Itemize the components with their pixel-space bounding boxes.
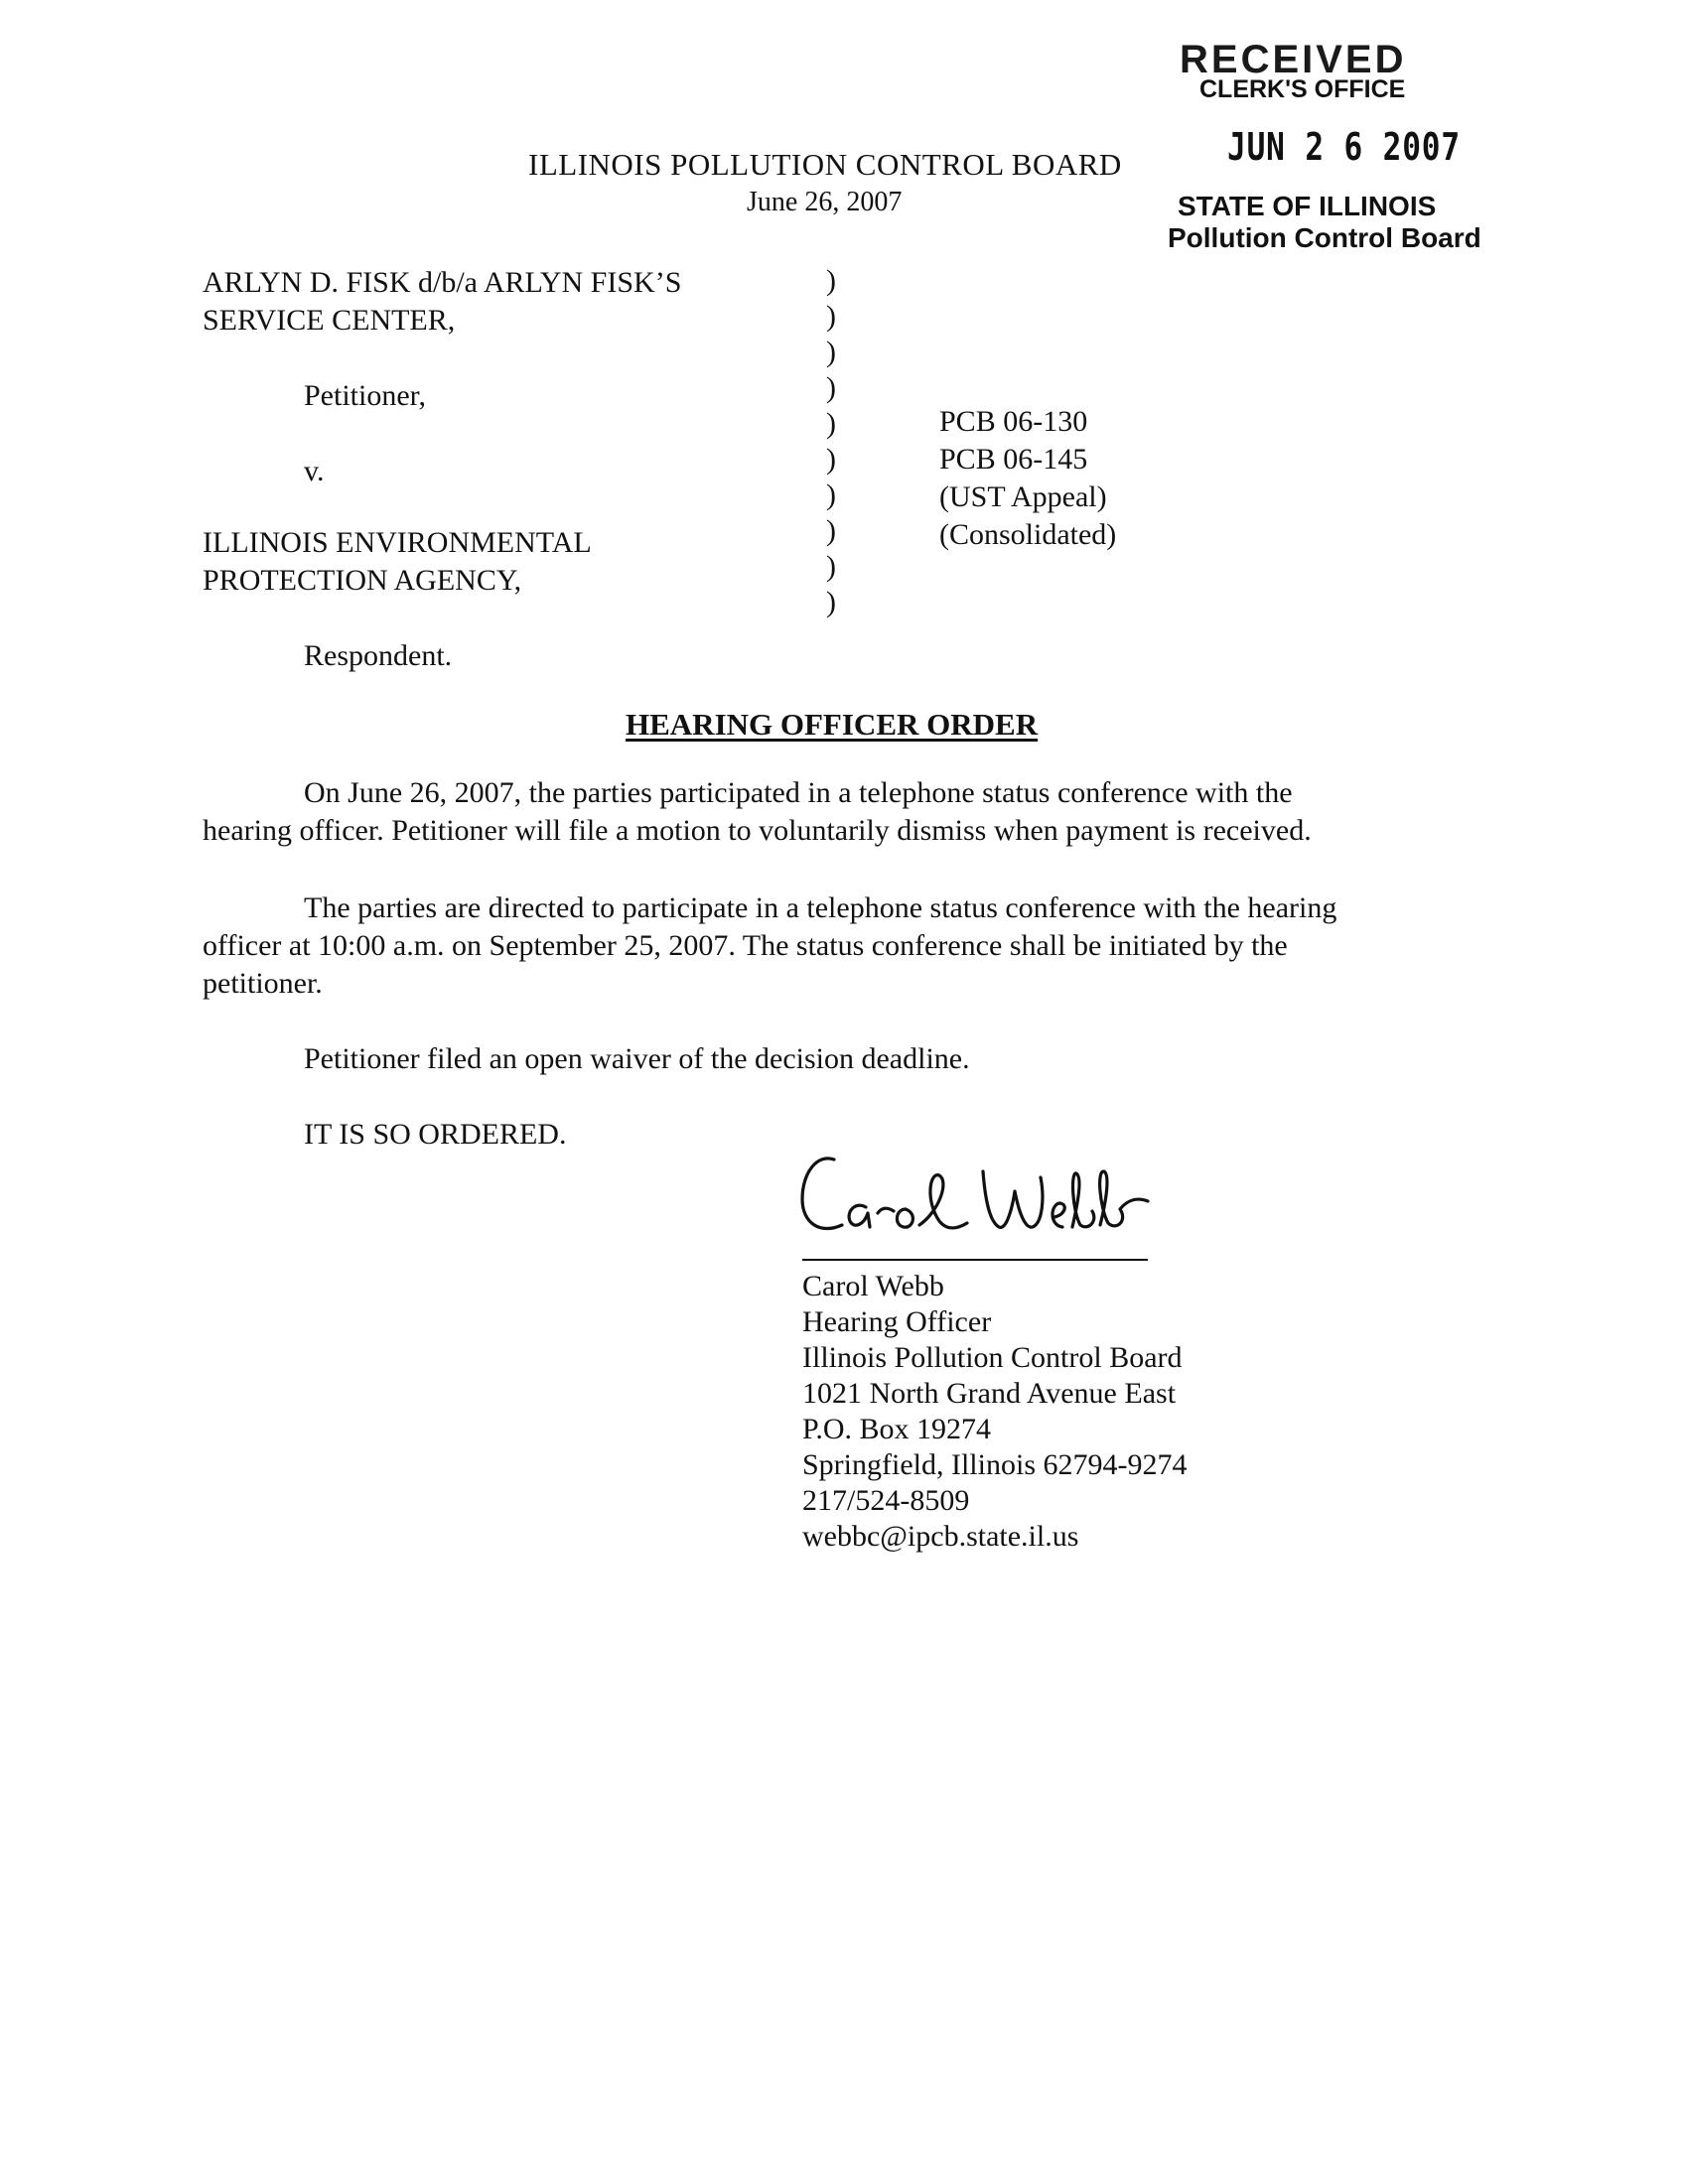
case-type: (UST Appeal) xyxy=(939,480,1107,513)
case-status: (Consolidated) xyxy=(939,518,1117,551)
petitioner-name-line1: ARLYN D. FISK d/b/a ARLYN FISK’S xyxy=(203,266,682,299)
paragraph-2-line-2: officer at 10:00 a.m. on September 25, 2007. The status conference shall be initiated by the xyxy=(203,929,1288,962)
paragraph-2-line-3: petitioner. xyxy=(203,967,323,1000)
respondent-role: Respondent. xyxy=(304,639,453,672)
stamp-board: Pollution Control Board xyxy=(1168,222,1481,253)
address-po-box: P.O. Box 19274 xyxy=(802,1413,992,1445)
case-number: PCB 06-130 xyxy=(939,405,1088,438)
petitioner-name-line2: SERVICE CENTER, xyxy=(203,304,456,337)
caption-paren: ) xyxy=(826,478,836,511)
stamp-date: JUN 2 6 2007 xyxy=(1227,125,1461,169)
email-address: webbc@ipcb.state.il.us xyxy=(802,1520,1079,1553)
caption-paren: ) xyxy=(826,514,836,547)
signer-title: Hearing Officer xyxy=(802,1305,992,1338)
closing-statement: IT IS SO ORDERED. xyxy=(304,1118,567,1151)
caption-paren: ) xyxy=(826,264,836,297)
caption-paren: ) xyxy=(826,443,836,476)
versus-label: v. xyxy=(304,455,325,487)
paragraph-3: Petitioner filed an open waiver of the decision deadline. xyxy=(304,1042,970,1075)
paragraph-1-line-2: hearing officer. Petitioner will file a motion to voluntarily dismiss when payment is received. xyxy=(203,814,1312,847)
caption-paren: ) xyxy=(826,550,836,583)
paragraph-2-line-1: The parties are directed to participate in a telephone status conference with the hearing xyxy=(304,891,1337,924)
stamp-state: STATE OF ILLINOIS xyxy=(1178,191,1437,221)
address-city: Springfield, Illinois 62794-9274 xyxy=(802,1448,1188,1481)
signer-name: Carol Webb xyxy=(802,1270,944,1302)
signature-block xyxy=(802,1269,1187,1555)
paragraph-1-line-1: On June 26, 2007, the parties participated in a telephone status conference with the xyxy=(304,776,1293,809)
caption-paren: ) xyxy=(826,336,836,368)
caption-paren: ) xyxy=(826,407,836,440)
respondent-name-line2: PROTECTION AGENCY, xyxy=(203,564,522,597)
case-number: PCB 06-145 xyxy=(939,443,1088,476)
caption-paren: ) xyxy=(826,586,836,618)
signer-organization: Illinois Pollution Control Board xyxy=(802,1341,1183,1374)
signature-line xyxy=(802,1259,1148,1261)
address-street: 1021 North Grand Avenue East xyxy=(802,1377,1177,1410)
phone-number: 217/524-8509 xyxy=(802,1484,970,1517)
respondent-name-line1: ILLINOIS ENVIRONMENTAL xyxy=(203,526,592,559)
order-title: HEARING OFFICER ORDER xyxy=(626,707,1039,742)
stamp-received: RECEIVED xyxy=(1180,38,1407,81)
agency-heading: ILLINOIS POLLUTION CONTROL BOARD xyxy=(528,147,1122,182)
caption-paren: ) xyxy=(826,300,836,333)
handwritten-signature xyxy=(790,1142,1168,1251)
petitioner-role: Petitioner, xyxy=(304,379,426,412)
stamp-clerks-office: CLERK'S OFFICE xyxy=(1199,75,1406,103)
caption-paren: ) xyxy=(826,371,836,404)
order-date: June 26, 2007 xyxy=(747,187,903,217)
